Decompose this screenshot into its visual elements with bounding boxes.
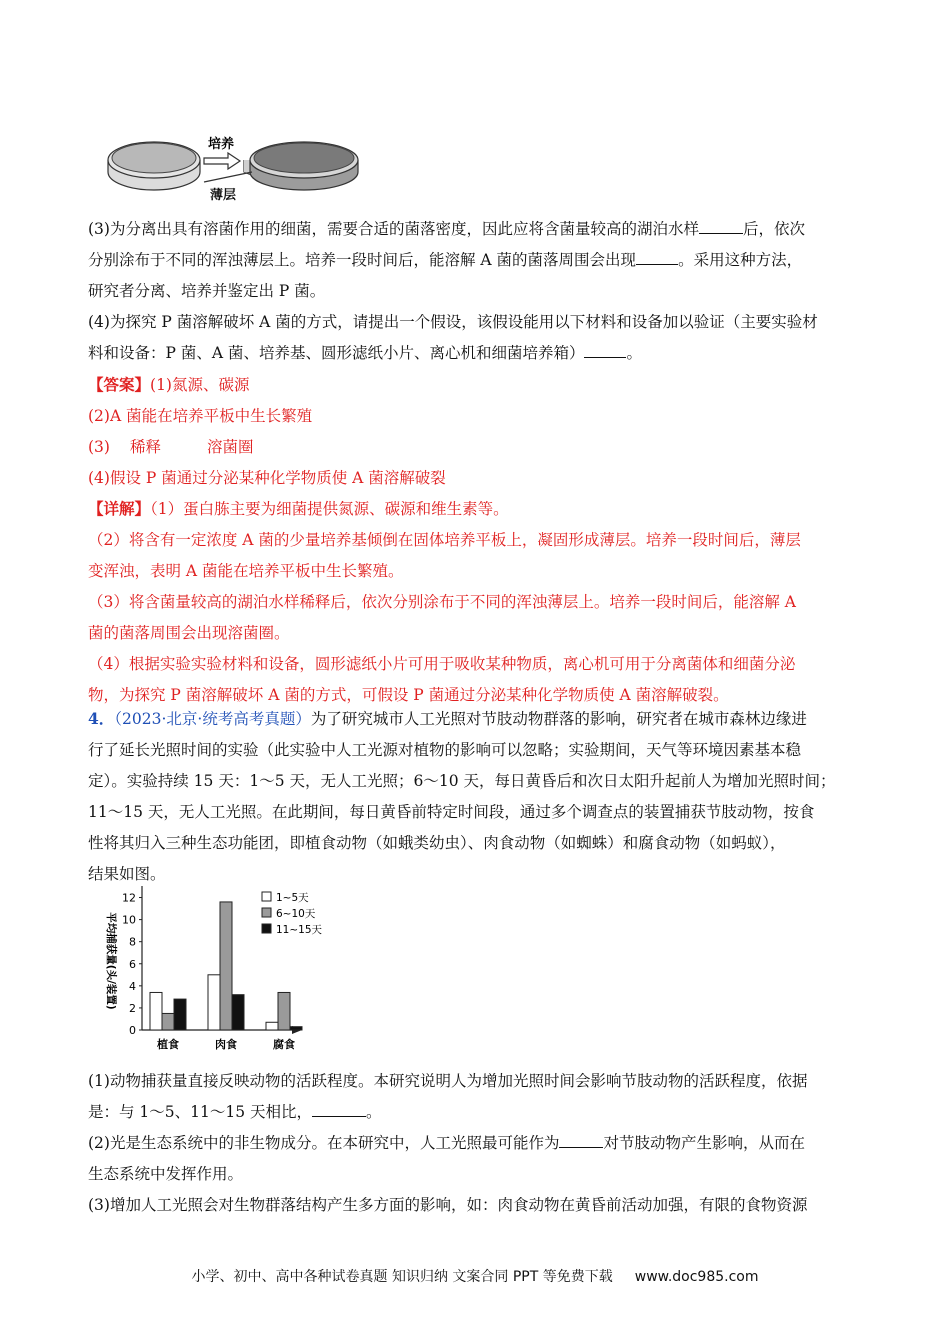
detail-4a: （4）根据实验实验材料和设备，圆形滤纸小片可用于吸收某种物质，离心机可用于分离菌体和细菌分泌 — [88, 655, 796, 673]
detail-tag: 【详解】 — [88, 499, 151, 518]
sub-q2-b: 对节肢动物产生影响，从而在 — [603, 1134, 805, 1152]
sub-questions — [88, 1066, 864, 1221]
q3-text-b: 后，依次 — [742, 220, 805, 238]
y-tick-label: 2 — [129, 1001, 136, 1015]
problem-text-4: 11～15 天，无人工光照。在此期间，每日黄昏前特定时间段，通过多个调查点的装置捕获节肢动物，按食 — [88, 803, 815, 821]
petri-dish-before — [108, 142, 200, 190]
answer-3: (3) 稀释 溶菌圈 — [88, 438, 254, 456]
bar — [150, 992, 162, 1030]
answer-section — [88, 369, 864, 494]
problem-text-3: 定）。实验持续 15 天：1～5 天，无人工光照；6～10 天，每日黄昏后和次日太阳升起前人为增加光照时间； — [88, 772, 836, 790]
legend-swatch — [262, 908, 271, 917]
y-tick-label: 6 — [129, 957, 136, 971]
sub-q1-b: 是：与 1～5、11～15 天相比， — [88, 1103, 313, 1121]
bar — [162, 1013, 174, 1030]
q3-text-a: (3)为分离出具有溶菌作用的细菌，需要合适的菌落密度，因此应将含菌量较高的湖泊水样 — [88, 220, 699, 238]
sub-q3-a: (3)增加人工光照会对生物群落结构产生多方面的影响，如：肉食动物在黄昏前活动加强，有限的食物资源 — [88, 1196, 808, 1214]
category-label: 植食 — [157, 1038, 179, 1051]
sub-q2-blank[interactable] — [559, 1133, 603, 1148]
problem-text-1: 为了研究城市人工光照对节肢动物群落的影响，研究者在城市森林边缘进 — [310, 710, 807, 728]
q3-text-e: 研究者分离、培养并鉴定出 P 菌。 — [88, 282, 326, 300]
page-footer — [0, 1266, 950, 1286]
problem-text-6: 结果如图。 — [88, 865, 166, 883]
question-3 — [88, 214, 864, 307]
sub-q1-blank[interactable] — [312, 1102, 366, 1117]
answer-4: (4)假设 P 菌通过分泌某种化学物质使 A 菌溶解破裂 — [88, 469, 446, 487]
answer-tag: 【答案】 — [88, 375, 151, 394]
y-tick-label: 10 — [122, 913, 136, 927]
legend-label: 11~15天 — [276, 924, 323, 936]
capture-bar-chart — [96, 880, 336, 1056]
detail-3a: （3）将含菌量较高的湖泊水样稀释后，依次分别涂布于不同的浑浊薄层上。培养一段时间后，能溶解 A — [88, 593, 796, 611]
arrow-label: 培养 — [208, 137, 235, 152]
y-tick-label: 8 — [129, 935, 136, 949]
q3-blank-1[interactable] — [699, 219, 743, 234]
detail-2b: 变浑浊，表明 A 菌能在培养平板中生长繁殖。 — [88, 562, 404, 580]
bar — [232, 995, 244, 1030]
q4-blank[interactable] — [584, 343, 626, 358]
q3-text-c: 分别涂布于不同的浑浊薄层上。培养一段时间后，能溶解 A 菌的菌落周围会出现 — [88, 251, 637, 269]
problem-number: 4． — [88, 709, 115, 728]
bar — [290, 1027, 302, 1030]
bar — [278, 992, 290, 1030]
q3-text-d: 。采用这种方法， — [678, 251, 803, 269]
y-tick-label: 0 — [129, 1024, 136, 1037]
legend-label: 1~5天 — [276, 892, 309, 904]
q4-text-b: 料和设备：P 菌、A 菌、培养基、圆形滤纸小片、离心机和细菌培养箱） — [88, 344, 585, 362]
bar — [208, 975, 220, 1030]
detail-4b: 物，为探究 P 菌溶解破坏 A 菌的方式，可假设 P 菌通过分泌某种化学物质使 A 菌溶解破裂。 — [88, 686, 729, 704]
layer-label: 薄层 — [210, 188, 237, 203]
bar — [266, 1022, 278, 1030]
y-tick-label: 4 — [129, 979, 136, 993]
answer-1: (1)氮源、碳源 — [150, 376, 250, 394]
legend-label: 6~10天 — [276, 908, 316, 920]
sub-q1-c: 。 — [366, 1103, 382, 1121]
problem-4 — [88, 703, 864, 890]
y-axis-label: 平均捕获量(头/装置) — [105, 912, 117, 1010]
q4-text-c: 。 — [626, 344, 642, 362]
footer-text: 小学、初中、高中各种试卷真题 知识归纳 文案合同 PPT 等免费下载 — [191, 1269, 613, 1285]
y-tick-label: 12 — [122, 891, 136, 905]
category-label: 肉食 — [215, 1038, 237, 1051]
detail-1: （1）蛋白胨主要为细菌提供氮源、碳源和维生素等。 — [150, 500, 509, 518]
q3-blank-2[interactable] — [636, 250, 678, 265]
answer-2: (2)A 菌能在培养平板中生长繁殖 — [88, 407, 313, 425]
sub-q1-a: (1)动物捕获量直接反映动物的活跃程度。本研究说明人为增加光照时间会影响节肢动物的活跃程度，依据 — [88, 1072, 808, 1090]
problem-text-5: 性将其归入三种生态功能团，即植食动物（如蛾类幼虫）、肉食动物（如蜘蛛）和腐食动物（如蚂蚁）， — [88, 834, 786, 852]
problem-text-2: 行了延长光照时间的实验（此实验中人工光源对植物的影响可以忽略；实验期间，天气等环境因素基本稳 — [88, 741, 802, 759]
question-4 — [88, 307, 864, 369]
footer-site-link[interactable]: www.doc985.com — [634, 1269, 759, 1285]
detail-section — [88, 493, 864, 711]
q4-text-a: (4)为探究 P 菌溶解破坏 A 菌的方式，请提出一个假设，该假设能用以下材料和设备加以验证（主要实验材 — [88, 313, 818, 331]
legend-swatch — [262, 924, 271, 933]
detail-2a: （2）将含有一定浓度 A 菌的少量培养基倾倒在固体培养平板上，凝固形成薄层。培养一段时间后，薄层 — [88, 531, 801, 549]
legend-swatch — [262, 892, 271, 901]
problem-source: （2023·北京·统考高考真题） — [114, 710, 311, 728]
bar — [220, 902, 232, 1030]
category-label: 腐食 — [273, 1038, 295, 1051]
bar — [174, 999, 186, 1030]
sub-q2-a: (2)光是生态系统中的非生物成分。在本研究中，人工光照最可能作为 — [88, 1134, 560, 1152]
sub-q2-c: 生态系统中发挥作用。 — [88, 1165, 244, 1183]
detail-3b: 菌的菌落周围会出现溶菌圈。 — [88, 624, 290, 642]
culture-arrow — [204, 153, 240, 169]
